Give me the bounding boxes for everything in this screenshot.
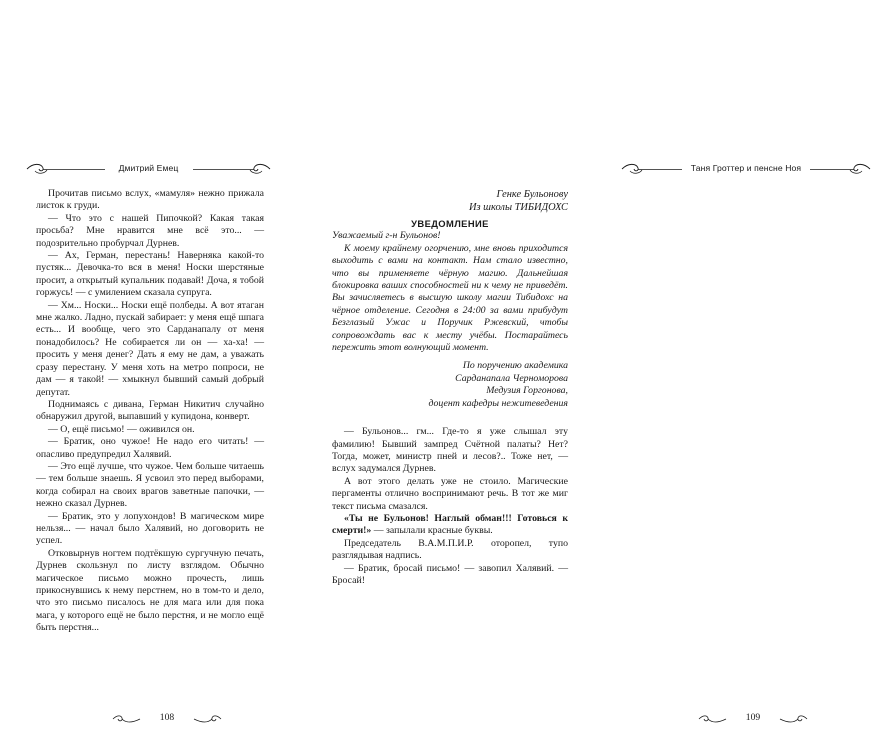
paragraph: — Это ещё лучше, что чужое. Чем больше читаешь — тем больше знаешь. Я усвоил это перед выборами, когда собирал на своих врагов заветные папочки, — нежно сказал Дурнев. <box>36 460 264 510</box>
right-page <box>300 0 802 750</box>
folio-swirl-right-icon <box>192 715 222 723</box>
letter-body: К моему крайнему огорчению, мне вновь приходится выходить с вами на контакт. Нам стало известно, что вы применяете чёрную магию. Дальнейшая блокировка ваших способностей ни к чему не приведёт. Вы зачисляетесь в высшую школу магии Тибидохс на чёрное отделение. Сегодня в 24:00 за вами прибудут Безглазый Ужас и Поручик Ржевский, чтобы сопровождать вас к месту учёбы. Постарайтесь пережить этот волнующий момент. <box>332 242 568 354</box>
left-page <box>0 0 300 750</box>
paragraph: — Хм... Носки... Носки ещё полбеды. А вот ятаган мне жалко. Ладно, пускай забирает: у меня ещё шпага есть... И вообще, чего это Сарданапалу от меня понадобилось? Не собирается ли он — ха-ха! — просить у меня денег? Дать я ему не дам, а уважать сразу перестану. У меня хоть на метро попроси, не дам — я такой! — хмыкнул бывший самый добрый депутат. <box>36 299 264 398</box>
folio-swirl-right-icon <box>778 715 808 723</box>
letter-salutation: Уважаемый г-н Бульонов! <box>332 230 441 242</box>
warning-rest: — запылали красные буквы. <box>371 525 493 537</box>
page-number: 109 <box>745 712 761 723</box>
bold-warning: «Ты не Бульонов! Наглый обман!!! Готовься к смерти!» <box>332 512 568 537</box>
paragraph: — Что это с нашей Пипочкой? Какая такая просьба? Мне нравится мне всё это... — подозрительно пробурчал Дурнев. <box>36 212 264 249</box>
address-line: Генке Бульонову <box>496 189 568 200</box>
paragraph: Прочитав письмо вслух, «мамуля» нежно прижала листок к груди. <box>36 188 264 212</box>
paragraph: — Братик, это у лопухондов! В магическом мире нельзя... — начал было Халявий, но договорить не успел. <box>36 510 264 547</box>
letter-text <box>332 230 568 354</box>
left-body-text <box>36 188 264 635</box>
paragraph: — Братик, бросай письмо! — завопил Халявий. — Бросай! <box>332 562 568 586</box>
signature-line: Сарданапала Черноморова <box>455 372 568 384</box>
notice-title: УВЕДОМЛЕНИЕ <box>411 218 489 229</box>
paragraph: — О, ещё письмо! — оживился он. <box>48 423 195 435</box>
address-line: Из школы ТИБИДОХС <box>469 202 568 213</box>
right-running-head <box>620 162 872 176</box>
paragraph: — Бульонов... гм... Где-то я уже слышал эту фамилию! Бывший зампред Счётной палаты? Нет? Тогда, может, министр пней и лесов?.. Тоже нет, — вслух задумался Дурнев. <box>332 426 568 475</box>
paragraph <box>332 513 568 538</box>
right-body-text <box>332 188 568 587</box>
paragraph: — Братик, оно чужое! Не надо его читать! — опасливо предупредил Халявий. <box>36 436 264 460</box>
letter-signature <box>332 360 568 410</box>
running-head-author: Дмитрий Емец <box>118 163 179 173</box>
paragraph: Председатель В.А.М.П.И.Р. оторопел, тупо разглядывая надпись. <box>332 537 568 562</box>
running-head-title: Таня Гроттер и пенсне Ноя <box>690 163 802 173</box>
left-page-number <box>112 712 222 726</box>
signature-line: Медузия Горгонова, <box>486 385 568 397</box>
signature-line: По поручению академика <box>462 360 568 372</box>
right-page-number <box>698 712 808 726</box>
letter-address <box>332 188 568 214</box>
left-running-head <box>25 162 272 176</box>
paragraph: Отковырнув ногтем подтёкшую сургучную печать, Дурнев скользнул по листу взглядом. Обычно магическое письмо можно прочесть, лишь прикоснувшись к нему перстнем, но в том-то и дело, что это письмо писалось не для мага или для пока мага, у которого ещё не было перстня, и не могло ещё быть перстня... <box>36 547 264 634</box>
paragraph: — Ах, Герман, перестань! Наверняка какой-то пустяк... Девочка-то вся в меня! Носки шерстяные просит, а открытый купальник подавай! Доча, я тобой горжусь! — с умилением сказала супруга. <box>36 250 264 299</box>
page-number: 108 <box>159 712 175 723</box>
paragraph: Поднимаясь с дивана, Герман Никитич случайно обнаружил другой, выпавший у купидона, конверт. <box>36 398 264 423</box>
signature-line: доцент кафедры нежитеведения <box>428 397 568 409</box>
paragraph: А вот этого делать уже не стоило. Магические пергаменты отлично воспринимают речь. В тот же миг текст письма смазался. <box>332 475 568 512</box>
